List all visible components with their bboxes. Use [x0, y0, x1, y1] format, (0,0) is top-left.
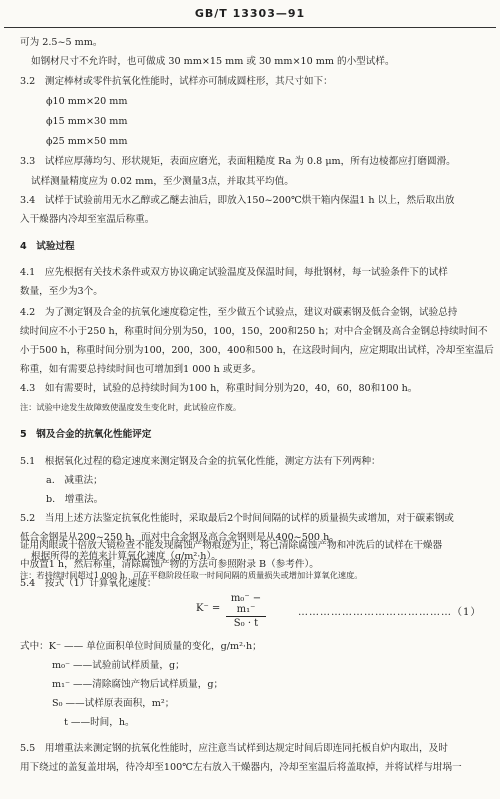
text-line: 可为 2.5~5 mm。: [20, 37, 103, 48]
text-line: 中放置1 h，然后称重，清除腐蚀产物的方法可参照附录 B（参考件）。: [20, 559, 319, 570]
specimen-size: ϕ25 mm×50 mm: [46, 136, 128, 147]
definition-t: t ——时间，h。: [64, 717, 135, 728]
clause-3-4: 3.4 试样于试验前用无水乙醇或乙醚去油后，即放入150~200℃烘干箱内保温1 h 以上，然后取出放: [20, 195, 455, 206]
clause-4-1: 4.1 应先根据有关技术条件或双方协议确定试验温度及保温时间，每批钢材，每一试验条件下的试样: [20, 267, 448, 278]
clause-5-4: 5.4 按式（1）计算氧化速度：: [20, 578, 157, 589]
formula-denominator: S₀ · t: [233, 618, 259, 629]
text-line: 根据所得的差值来计算氧化速度（g/m²·h）。: [31, 551, 221, 562]
specimen-size: ϕ10 mm×20 mm: [46, 96, 128, 107]
oxidation-rate-formula: [196, 593, 496, 633]
formula-equation-number: ……………………………………（1）: [298, 607, 482, 618]
note: 注：试验中途发生故障致使温度发生变化时，此试验应作废。: [20, 402, 242, 412]
text-line: 用下绕过的盖复盖坩埚，待冷却至100℃左右放入干燥器内，冷却至室温后将盖取掉，并将试样与坩埚一: [20, 762, 462, 773]
text-line: 入干燥器内冷却至室温后称重。: [20, 214, 155, 225]
formula-fraction: [226, 593, 266, 629]
clause-5-5: 5.5 用增重法来测定钢的抗氧化性能时，应注意当试样到达规定时间后即连同托板自炉内取出，及时: [20, 743, 448, 754]
text-line: 如钢材尺寸不允许时，也可做成 30 mm×15 mm 或 30 mm×10 mm 的小型试样。: [31, 56, 395, 67]
text-line: 数量，至少为3个。: [20, 286, 103, 297]
standard-header: GB/T 13303—91: [194, 7, 306, 20]
clause-4-2: 4.2 为了测定钢及合金的抗氧化速度稳定性，至少做五个试验点，建议对碳素钢及低合金钢，试验总持: [20, 307, 458, 318]
text-line: 称重，如有需要总持续时间也可增加到1 000 h 或更多。: [20, 364, 262, 375]
definition-m1: m₁⁻ ——清除腐蚀产物后试样质量，g；: [52, 679, 224, 690]
text-line: 证用肉眼或十倍放大镜检查不能发现腐蚀产物痕迹为止，将已清除腐蚀产物和冲洗后的试样在干燥器: [20, 540, 443, 551]
clause-5-2: 5.2 当用上述方法鉴定抗氧化性能时，采取最后2个时间间隔的试样的质量损失或增加，对于碳素钢或: [20, 513, 454, 524]
clause-3-3: 3.3 试样应厚薄均匀、形状规矩，表面应磨光，表面粗糙度 Ra 为 0.8 μm，所有边棱都应打磨圆滑。: [20, 156, 456, 167]
note: 注：若持续时间超过1 000 h，可在平稳阶段任取一时间间隔的质量损失或增加计算氧化速度。: [20, 570, 363, 580]
definition-m0: m₀⁻ ——试验前试样质量，g；: [52, 660, 185, 671]
method-a: a. 减重法；: [46, 475, 103, 486]
text-line: 续时间应不小于250 h，称重时间分别为50，100，150，200和250 h；对中合金钢及高合金钢总持续时间不: [20, 326, 488, 337]
specimen-size: ϕ15 mm×30 mm: [46, 116, 128, 127]
text-line: 小于500 h，称重时间分别为100，200，300，400和500 h，在这段时间内，应定期取出试样，冷却至室温后: [20, 345, 494, 356]
clause-4-3: 4.3 如有需要时，试验的总持续时间为100 h，称重时间分别为20，40，60，80和100 h。: [20, 383, 418, 394]
text-line: 试样测量精度应为 0.02 mm，至少测量3点，并取其平均值。: [31, 176, 294, 187]
method-b: b. 增重法。: [46, 494, 104, 505]
where-line: 式中：K⁻ —— 单位面积单位时间质量的变化，g/m²·h；: [20, 641, 262, 652]
section-heading-5: 5 钢及合金的抗氧化性能评定: [20, 429, 152, 440]
clause-5-1: 5.1 根据氧化过程的稳定速度来测定钢及合金的抗氧化性能，测定方法有下列两种：: [20, 456, 381, 467]
formula-lhs: K⁻ =: [196, 603, 221, 614]
section-heading-4: 4 试验过程: [20, 241, 75, 252]
text-line: 低合金钢是从200~250 h，而对中合金钢及高合金钢则是从400~500 h。: [20, 532, 339, 543]
formula-numerator: m₀⁻ − m₁⁻: [226, 593, 266, 617]
clause-3-2: 3.2 测定棒材或零件抗氧化性能时，试样亦可制成圆柱形，其尺寸如下：: [20, 76, 333, 87]
definition-s0: S₀ ——试样原表面积，m²；: [52, 698, 175, 709]
